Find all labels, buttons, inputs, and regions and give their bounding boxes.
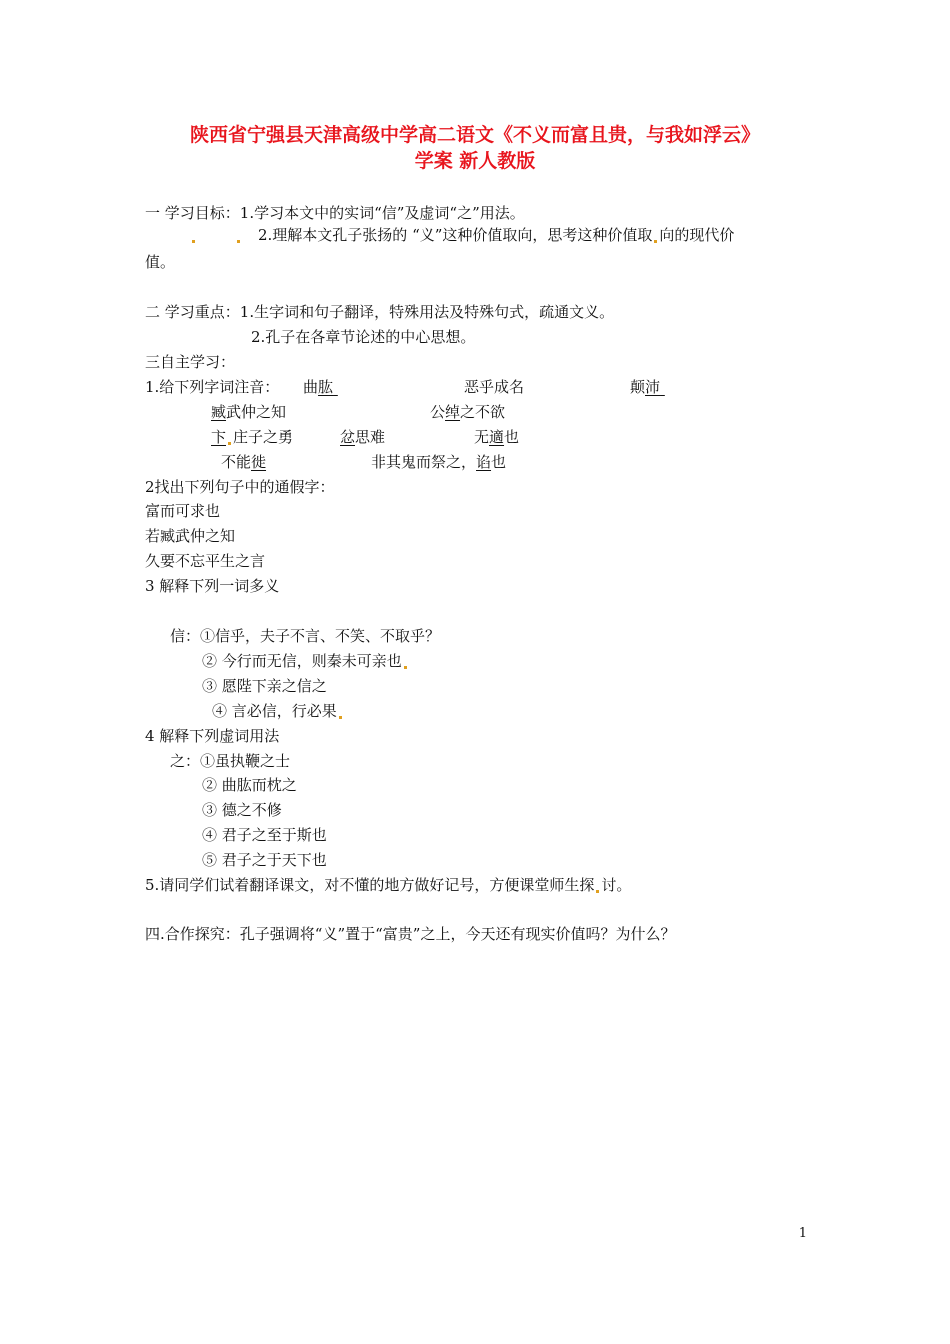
q1-word3-text: 颠	[630, 378, 646, 396]
q1-word10-tail: 也	[491, 453, 507, 471]
goals-item2b: 向的现代价	[659, 226, 735, 244]
focus-line1	[145, 302, 614, 322]
q2-label: 2找出下列句子中的通假字：	[145, 478, 335, 496]
mark-dot	[237, 240, 240, 243]
q3-line4	[212, 701, 344, 721]
q1-word5-tail: 之不欲	[460, 403, 506, 421]
mark-dot	[404, 666, 407, 669]
q1-word10-underlined: 谄	[476, 453, 492, 471]
q1-word6-underlined: 卞	[211, 428, 227, 446]
doc-title-line2: 学案 新人教版	[414, 150, 536, 172]
q2-sentence1: 富而可求也	[145, 502, 221, 520]
goals-item1: 1.学习本文中的实词“信”及虚词“之”用法。	[239, 204, 525, 222]
q1-word2: 恶乎成名	[464, 378, 525, 396]
q4-line5: ⑤ 君子之于天下也	[202, 851, 327, 869]
coop-question: 四.合作探究：孔子强调将“义”置于“富贵”之上，今天还有现实价值吗？为什么？	[145, 925, 676, 943]
q1-word7-text: 思难	[355, 428, 386, 446]
q1-word4	[211, 402, 286, 422]
goals-line2	[190, 225, 734, 245]
q3-line1: 信：①信乎，夫子不言、不笑、不取乎？	[170, 627, 441, 645]
q1-word8-underlined: 適	[489, 428, 505, 446]
q4-line4: ④ 君子之至于斯也	[202, 826, 327, 844]
mark-dot	[596, 890, 599, 893]
goals-line1	[145, 203, 525, 223]
mark-dot	[339, 716, 342, 719]
q3-line2	[202, 651, 409, 671]
q1-word5-text: 公	[430, 403, 446, 421]
q5-line	[145, 875, 631, 895]
q5-tail: 讨。	[601, 876, 632, 894]
q1-word10-text: 非其鬼而祭之，	[371, 453, 477, 471]
focus-item1: 1.生字词和句子翻译，特殊用法及特殊句式，疏通文义。	[239, 303, 615, 321]
q4-line2: ② 曲肱而枕之	[202, 776, 297, 794]
q2-sentence3: 久要不忘平生之言	[145, 552, 266, 570]
q1-word6	[211, 427, 293, 447]
q5-text: 5.请同学们试着翻译课文，对不懂的地方做好记号，方便课堂师生探	[145, 876, 595, 894]
q1-word1-underlined: 肱	[318, 378, 334, 396]
q1-word8-text: 无	[474, 428, 490, 446]
q3-line2-text: ② 今行而无信，则秦未可亲也	[202, 652, 402, 670]
q4-label: 4 解释下列虚词用法	[145, 727, 280, 745]
q4-line3: ③ 德之不修	[202, 801, 282, 819]
mark-dot	[654, 240, 657, 243]
q1-word9-text: 不能	[221, 453, 252, 471]
q1-word4-underlined: 臧	[211, 403, 227, 421]
focus-label: 二 学习重点：	[145, 303, 240, 321]
q1-word7	[340, 427, 385, 447]
q1-word5-underlined: 绰	[445, 403, 461, 421]
q1-word8	[474, 427, 519, 447]
q1-word6-mid: 庄	[233, 428, 249, 446]
q1-word1	[303, 377, 338, 397]
q3-line3: ③ 愿陛下亲之信之	[202, 677, 327, 695]
q1-word1-text: 曲	[303, 378, 319, 396]
q1-word9	[221, 452, 266, 472]
goals-label: 一 学习目标：	[145, 204, 240, 222]
mark-dot	[192, 240, 195, 243]
q2-sentence2: 若臧武仲之知	[145, 527, 236, 545]
page-number: 1	[798, 1226, 807, 1241]
q1-word6-text: 子之勇	[248, 428, 294, 446]
q1-word9-underlined: 徙	[251, 453, 267, 471]
q1-word7-underlined: 忿	[340, 428, 356, 446]
doc-title-line1: 陕西省宁强县天津高级中学高二语文《不义而富且贵，与我如浮云》	[189, 124, 760, 146]
q1-label: 1.给下列字词注音：	[145, 378, 280, 396]
q1-word3-underlined: 沛	[645, 378, 661, 396]
q4-line1: 之：①虽执鞭之士	[170, 752, 291, 770]
focus-item2: 2.孔子在各章节论述的中心思想。	[251, 328, 476, 346]
q1-word4-text: 武仲之知	[226, 403, 287, 421]
q1-word5	[430, 402, 505, 422]
q3-label: 3 解释下列一词多义	[145, 577, 280, 595]
q3-line4-text: ④ 言必信，行必果	[212, 702, 337, 720]
mark-dot	[228, 442, 231, 445]
self-heading: 三自主学习：	[145, 353, 236, 371]
q1-word3	[630, 377, 665, 397]
q1-word10	[371, 452, 506, 472]
goals-item2c: 值。	[145, 253, 176, 271]
q1-word8-tail: 也	[504, 428, 520, 446]
goals-item2a: 2.理解本文孔子张扬的 “义”这种价值取向，思考这种价值取	[258, 226, 653, 244]
